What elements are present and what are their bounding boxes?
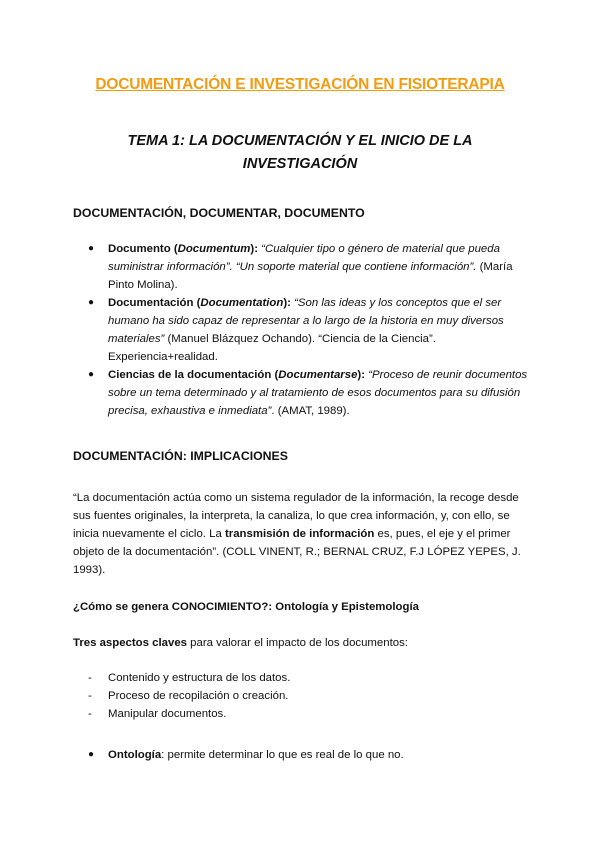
bullet-icon: ● — [88, 749, 95, 760]
highlighted-term: transmisión de información — [224, 528, 375, 540]
dash-icon: - — [88, 690, 92, 702]
definition-term: Documento — [108, 243, 171, 255]
definition-term: Ciencias de la documentación — [108, 369, 272, 381]
definition-source: . (AMAT, 1989). — [271, 405, 350, 417]
ontology-term: Ontología — [108, 749, 162, 761]
definition-source: (Manuel Blázquez Ochando). “Ciencia de la Ciencia”. Experiencia+realidad. — [108, 333, 436, 363]
definition-quote: “Cualquier tipo o género de material que pueda suministrar información”. “Un soporte material que contiene información”. — [108, 243, 500, 273]
section-heading-implications: DOCUMENTACIÓN: IMPLICACIONES — [73, 449, 288, 463]
definitions-list — [88, 240, 528, 420]
aspects-intro: Tres aspectos claves para valorar el impacto de los documentos: — [73, 637, 408, 649]
section-heading-definitions: DOCUMENTACIÓN, DOCUMENTAR, DOCUMENTO — [73, 206, 365, 220]
aspect-item: - Manipular documentos. — [88, 705, 290, 723]
aspect-item: - Contenido y estructura de los datos. — [88, 669, 290, 687]
definition-term-origin: Documentum — [177, 243, 251, 255]
knowledge-question: ¿Cómo se genera CONOCIMIENTO?: Ontología y Epistemología — [73, 601, 419, 613]
bullet-icon: ● — [88, 297, 95, 308]
definition-term-origin: Documentarse — [278, 369, 358, 381]
topic-title-line-1: TEMA 1: LA DOCUMENTACIÓN Y EL INICIO DE LA — [127, 133, 473, 149]
definition-term-origin: Documentation — [200, 297, 284, 309]
ontology-item: ● Ontología: permite determinar lo que es real de lo que no. — [88, 746, 404, 764]
definition-item: ● Documentación (Documentation): “Son las ideas y los conceptos que el ser humano ha sido capaz de representar a lo largo de la historia en muy diversos materiales” (Manuel Blázquez Ochando). “Ciencia de la Ciencia”. Experiencia+realidad. — [88, 294, 528, 366]
definition-quote: “Son las ideas y los conceptos que el ser humano ha sido capaz de representar a lo largo de la historia en muy diversos materiales” — [108, 297, 504, 345]
bullet-icon: ● — [88, 369, 95, 380]
quote-paragraph: “La documentación actúa como un sistema regulador de la información, la recoge desde sus fuentes originales, la interpreta, la canaliza, lo que crea información, y, con ello, se inicia nuevamente el ciclo. La transmisión de información es, pues, el eje y el primer objeto de la documentación”. (COLL VINENT, R.; BERNAL CRUZ, F.J LÓPEZ YEPES, J. 1993). — [73, 492, 521, 576]
definition-source: (María Pinto Molina). — [108, 261, 513, 291]
definition-term: Documentación — [108, 297, 194, 309]
bullet-icon: ● — [88, 243, 95, 254]
document-title: DOCUMENTACIÓN E INVESTIGACIÓN EN FISIOTERAPIA — [95, 76, 505, 93]
topic-title — [0, 130, 600, 176]
definition-item: ● Documento (Documentum): “Cualquier tipo o género de material que pueda suministrar información”. “Un soporte material que contiene información”. (María Pinto Molina). — [88, 240, 528, 294]
dash-icon: - — [88, 708, 92, 720]
topic-title-line-2: INVESTIGACIÓN — [242, 156, 358, 172]
aspect-item: - Proceso de recopilación o creación. — [88, 687, 290, 705]
dash-icon: - — [88, 672, 92, 684]
definition-quote: “Proceso de reunir documentos sobre un tema determinado y al tratamiento de esos documentos para su difusión precisa, exhaustiva e inmediata” — [108, 369, 528, 417]
definition-item: ● Ciencias de la documentación (Documentarse): “Proceso de reunir documentos sobre un tema determinado y al tratamiento de esos documentos para su difusión precisa, exhaustiva e inmediata”. (AMAT, 1989). — [88, 366, 528, 420]
aspects-list — [88, 669, 290, 723]
